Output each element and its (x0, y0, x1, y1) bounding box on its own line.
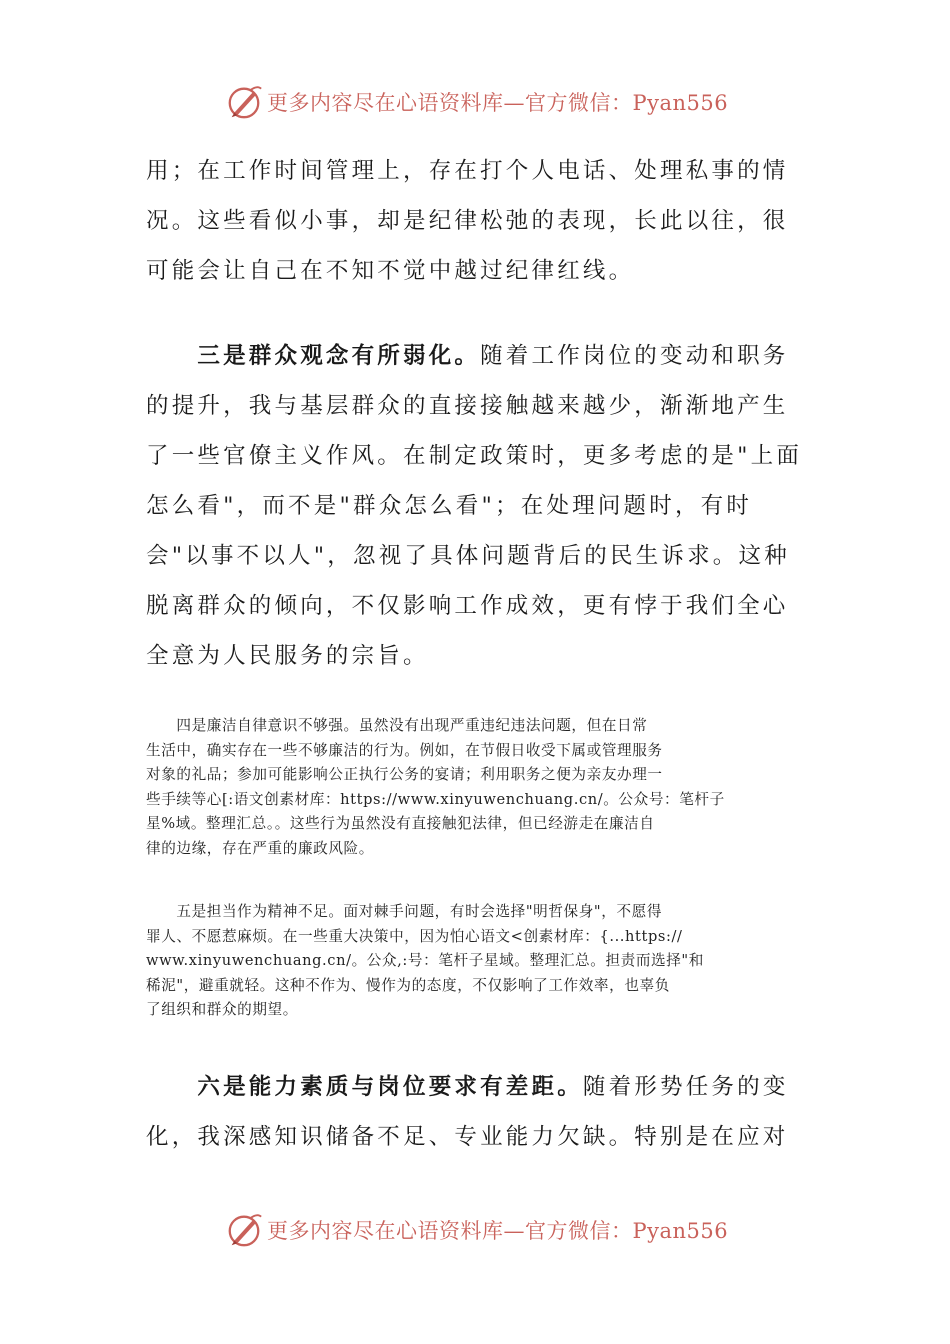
text-line: 对象的礼品；参加可能影响公正执行公务的宴请；利用职务之便为亲友办理一 (146, 766, 663, 783)
paragraph-continuation (146, 146, 806, 296)
paragraph-four (146, 714, 806, 861)
banner-text: 更多内容尽在心语资料库—官方微信：Pyan556 (267, 1219, 729, 1243)
text-line: 况。这些看似小事，却是纪律松弛的表现，长此以往，很 (146, 208, 789, 234)
text-line (146, 1062, 806, 1112)
text-line: www.xinyuwenchuang.cn/。公众,:号：笔杆子星域。整理汇总。担责而选择"和 (146, 952, 704, 969)
text-line: 律的边缘，存在严重的廉政风险。 (146, 839, 374, 857)
text-line: 稀泥"，避重就轻。这种不作为、慢作为的态度，不仅影响了工作效率，也辜负 (146, 976, 670, 994)
text-line: 怎么看"，而不是"群众怎么看"；在处理问题时，有时 (146, 493, 753, 519)
text-line: 会"以事不以人"，忽视了具体问题背后的民生诉求。这种 (146, 543, 790, 569)
text-line: 全意为人民服务的宗旨。 (146, 643, 429, 669)
paragraph-five (146, 900, 806, 1023)
text-line: 脱离群众的倾向，不仅影响工作成效，更有悖于我们全心 (146, 593, 789, 619)
text-line: 五是担当作为精神不足。面对棘手问题，有时会选择"明哲保身"，不愿得 (146, 903, 663, 920)
text-run: 随着形势任务的变 (582, 1074, 789, 1100)
text-line: 生活中，确实存在一些不够廉洁的行为。例如，在节假日收受下属或管理服务 (146, 741, 663, 759)
text-line: 用；在工作时间管理上，存在打个人电话、处理私事的情 (146, 158, 789, 184)
footer-banner (225, 1210, 728, 1250)
text-line: 了一些官僚主义作风。在制定政策时，更多考虑的是"上面 (146, 443, 803, 469)
text-line: 罪人、不愿惹麻烦。在一些重大决策中，因为怕心语文<创素材库：{...https:// (146, 927, 683, 945)
text-line: 了组织和群众的期望。 (146, 1001, 298, 1018)
text-line: 的提升，我与基层群众的直接接触越来越少，渐渐地产生 (146, 393, 789, 419)
header-banner (225, 82, 728, 122)
text-line (146, 331, 806, 381)
paragraph-three (146, 331, 806, 681)
pen-logo-icon (225, 1211, 263, 1249)
text-line: 四是廉洁自律意识不够强。虽然没有出现严重违纪违法问题，但在日常 (146, 717, 648, 734)
paragraph-lead: 三是群众观念有所弱化。 (197, 343, 481, 369)
text-line: 可能会让自己在不知不觉中越过纪律红线。 (146, 258, 635, 284)
paragraph-six (146, 1062, 806, 1162)
text-run: 随着工作岗位的变动和职务 (480, 343, 789, 369)
paragraph-lead: 六是能力素质与岗位要求有差距。 (197, 1074, 583, 1100)
banner-text: 更多内容尽在心语资料库—官方微信：Pyan556 (267, 91, 729, 115)
pen-logo-icon (225, 83, 263, 121)
text-line: 些手续等心[:语文创素材库：https://www.xinyuwenchuang.cn/。公众号：笔杆子 (146, 790, 725, 808)
text-line: 化，我深感知识储备不足、专业能力欠缺。特别是在应对 (146, 1124, 789, 1150)
text-line: 星%域。整理汇总。。这些行为虽然没有直接触犯法律，但已经游走在廉洁自 (146, 815, 655, 832)
